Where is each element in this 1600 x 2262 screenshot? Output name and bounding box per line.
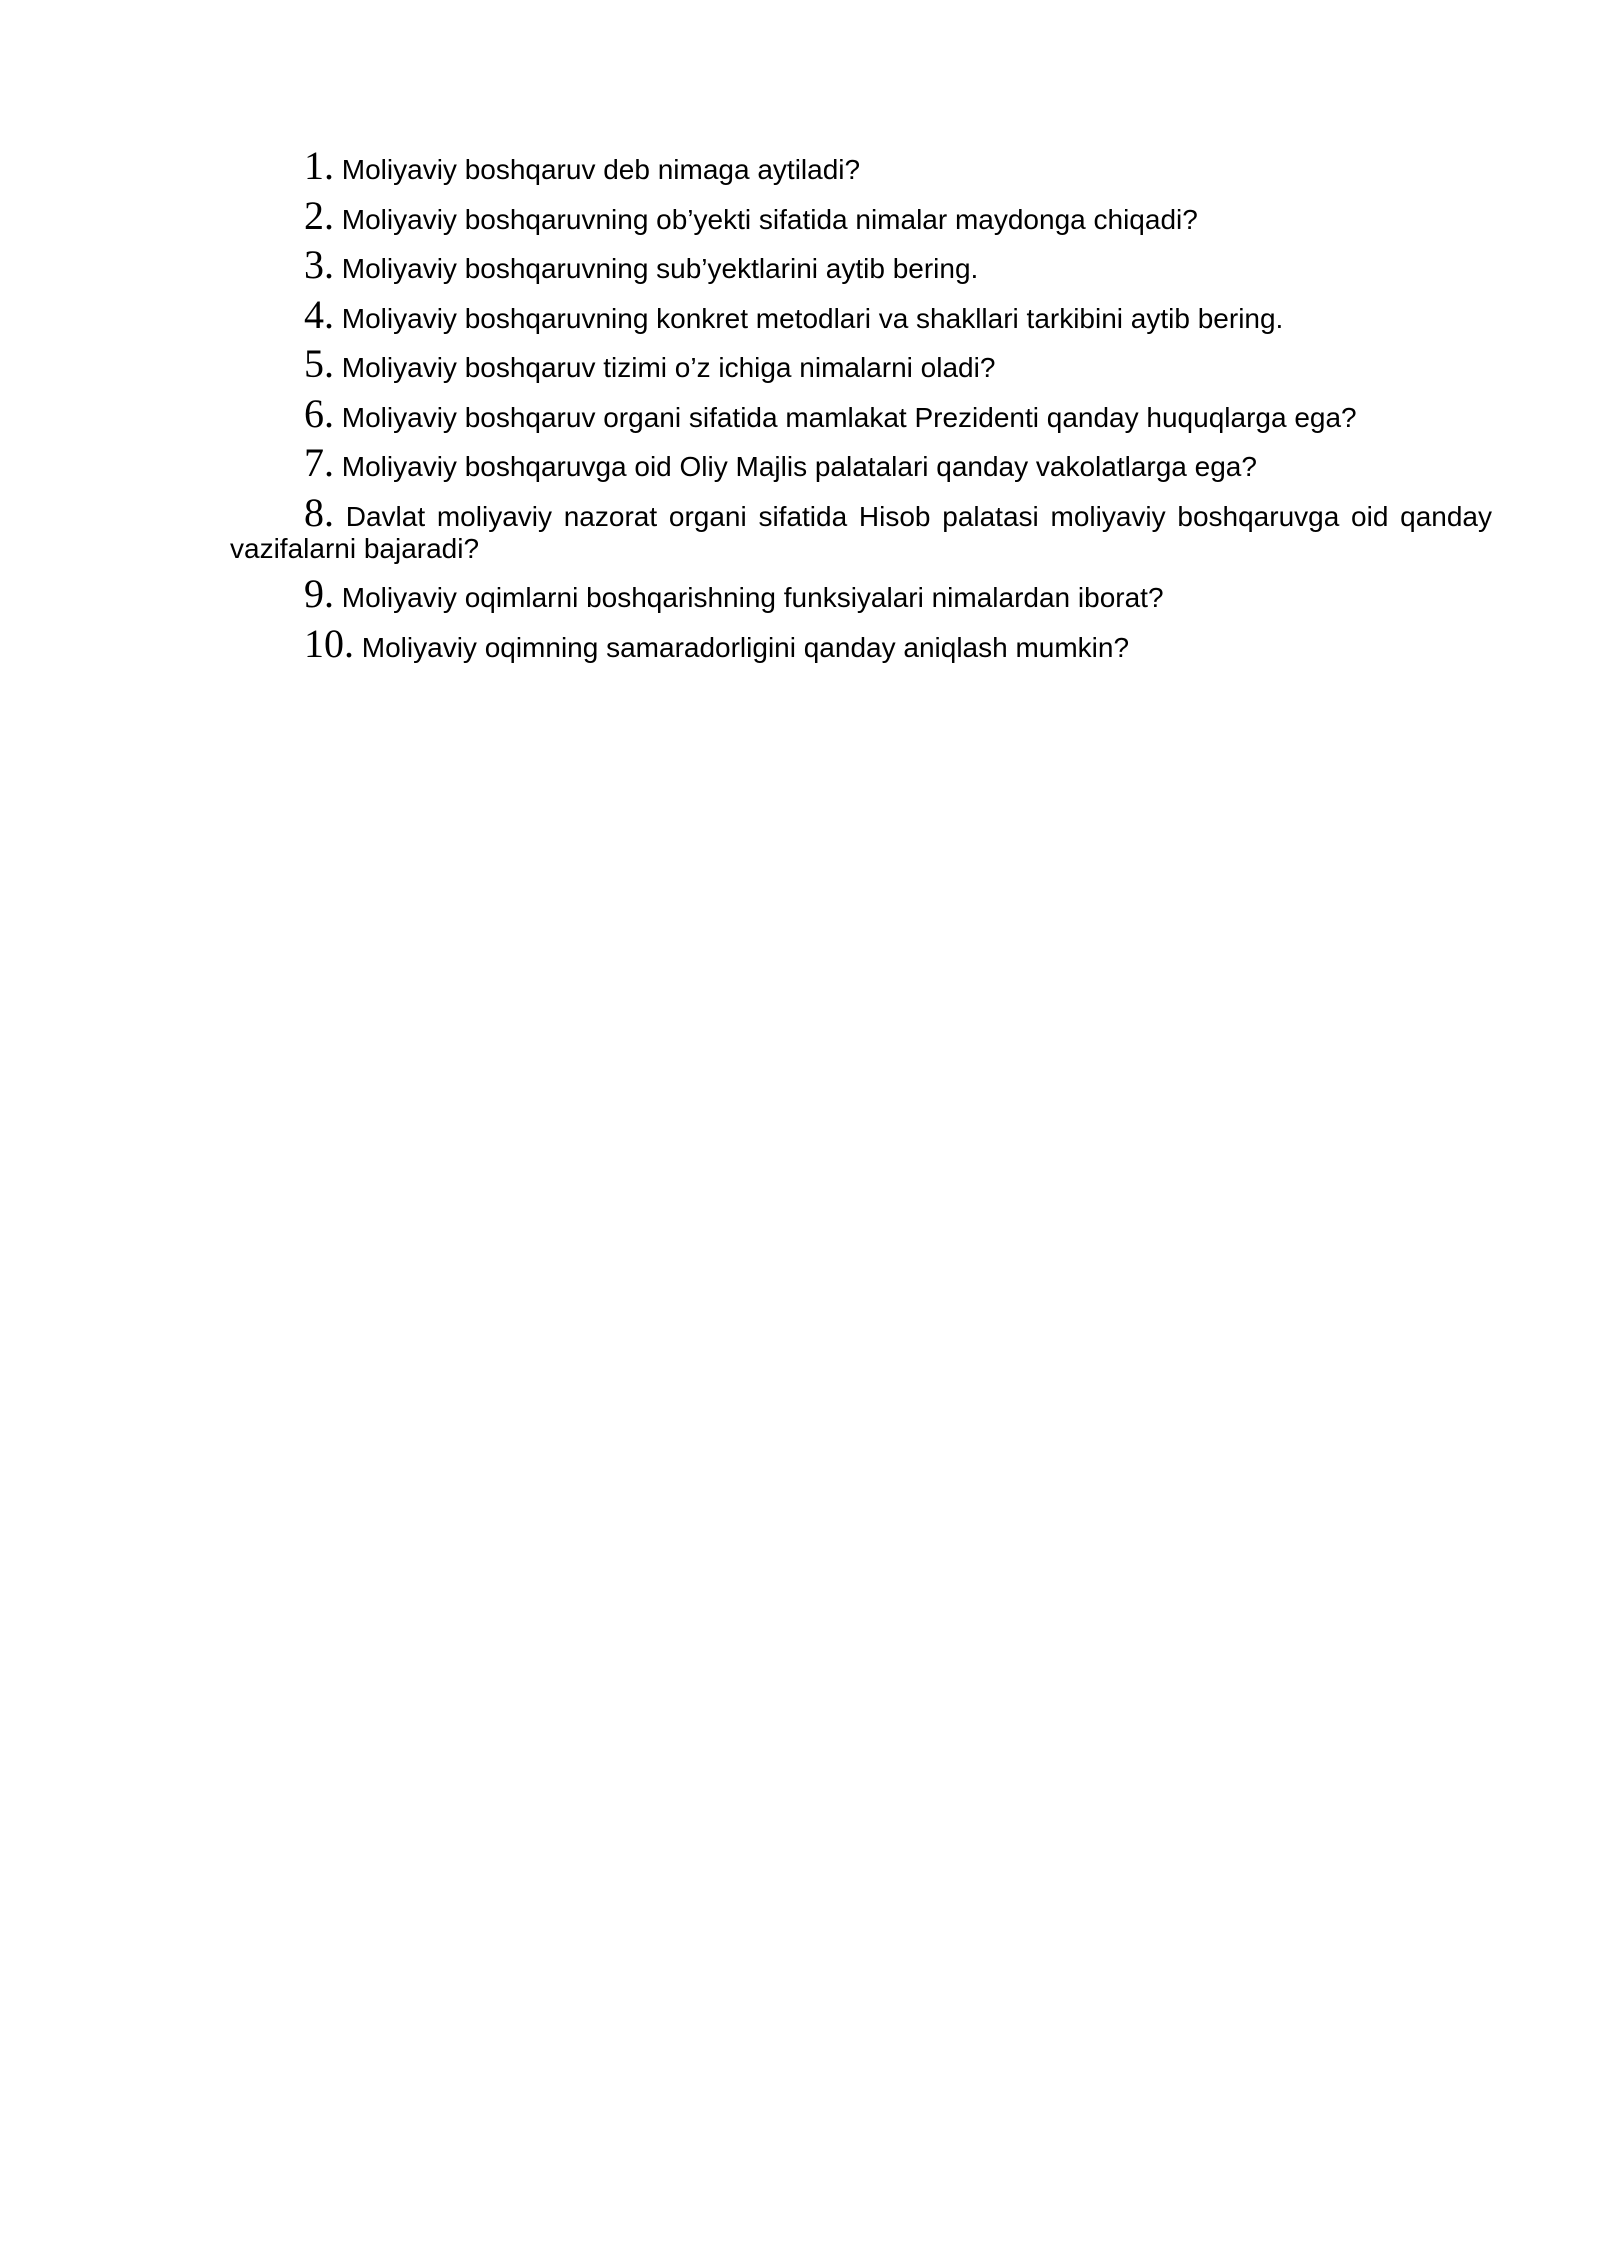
question-number: 1. [304, 143, 334, 188]
question-item-8 [230, 489, 1492, 565]
question-item-1 [230, 143, 1492, 188]
question-number: 4. [304, 291, 334, 337]
question-number: 6. [304, 390, 334, 436]
question-text: Moliyaviy boshqaruvga oid Oliy Majlis palatalari qanday vakolatlarga ega? [341, 451, 1257, 482]
question-item-4 [230, 291, 1492, 337]
question-text: Moliyaviy boshqaruvning ob’yekti sifatida nimalar maydonga chiqadi? [341, 203, 1198, 235]
question-text: Moliyaviy boshqaruvning konkret metodlari va shakllari tarkibini aytib bering. [341, 302, 1284, 334]
question-item-10 [230, 620, 1492, 666]
question-item-7 [230, 440, 1492, 485]
question-number: 7. [304, 440, 334, 485]
question-number: 5. [304, 341, 334, 386]
question-item-9 [230, 571, 1492, 616]
question-number: 3. [304, 242, 334, 287]
question-number: 9. [304, 571, 334, 616]
question-text: Davlat moliyaviy nazorat organi sifatida Hisob palatasi moliyaviy boshqaruvga oid qanday vazifalarni bajaradi? [230, 500, 1492, 564]
question-number: 8. [304, 489, 334, 535]
question-text: Moliyaviy boshqaruv organi sifatida mamlakat Prezidenti qanday huquqlarga ega? [341, 401, 1357, 433]
question-item-2 [230, 192, 1492, 238]
question-item-3 [230, 242, 1492, 287]
question-text: Moliyaviy boshqaruvning sub’yektlarini aytib bering. [341, 253, 979, 284]
question-number: 2. [304, 192, 334, 238]
question-text: Moliyaviy boshqaruv tizimi o’z ichiga nimalarni oladi? [341, 352, 996, 383]
question-number: 10. [304, 620, 354, 666]
question-item-5 [230, 341, 1492, 386]
question-list [230, 143, 1492, 677]
question-text: Moliyaviy boshqaruv deb nimaga aytiladi? [341, 154, 861, 185]
question-text: Moliyaviy oqimlarni boshqarishning funksiyalari nimalardan iborat? [341, 582, 1164, 613]
question-item-6 [230, 390, 1492, 436]
question-text: Moliyaviy oqimning samaradorligini qanday aniqlash mumkin? [361, 631, 1130, 663]
